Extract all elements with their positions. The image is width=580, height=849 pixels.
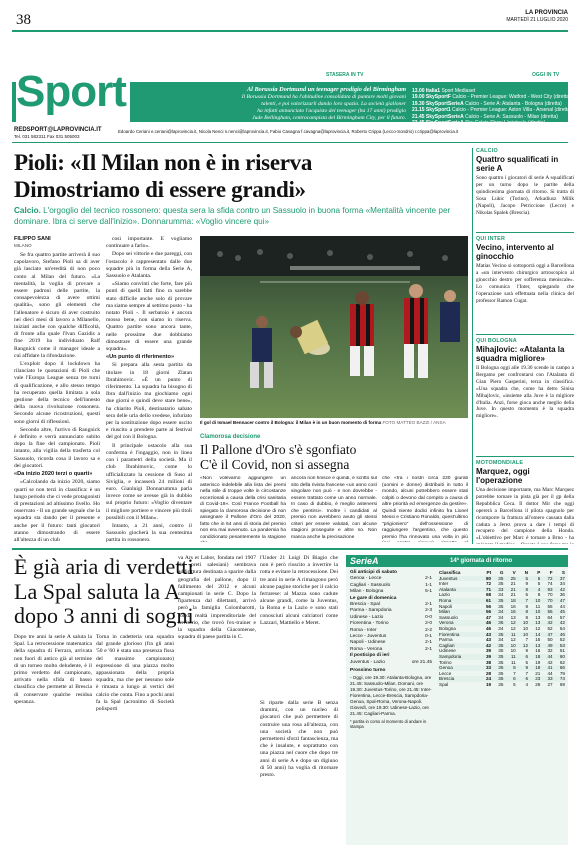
brief-inter: QUI INTER Vecino, intervento al ginocchio Matias Vecino si sottoporrà oggi a Barcellona a «un intervento chirurgico artroscopico al ginocchio destro per sofferenza meniscale». Lo comunica l'Inter, spiegando che l'operazione sarà effettuata nella clinica del professor Ramon Cugat. (476, 236, 574, 304)
stat-cell: 42 (554, 587, 566, 593)
stat-cell: 42 (480, 643, 492, 649)
table-row (438, 682, 566, 688)
stat-cell: 10 (504, 643, 516, 649)
headline-line: C'è il Covid, non si assegna (200, 457, 350, 472)
stat-cell: 8 (504, 665, 516, 671)
tv-row: 21.45 SkySportSerieA Calcio - Serie A: Sassuolo - Milan (diretta) (412, 113, 558, 120)
stat-cell: 33 (492, 587, 504, 593)
stat-cell: 35 (492, 676, 504, 682)
stat-cell: 80 (480, 576, 492, 582)
stat-cell: 39 (486, 648, 492, 654)
result-row: Roma - Verona 2-1 (350, 646, 432, 652)
stat-cell: 51 (559, 648, 565, 654)
next-fixtures: - Oggi, ore 19.30: Atalanta-Bologna, ore 21.45: Sassuolo-Milan. Domani, ore 19.30: Juventus-Torino, ore 21.45: Inter-Fiorentina, Lecce-Brescia, Sampdoria-Genoa, Spal-Roma, Verona-Napoli. Giovedì, ore 19.30: Udinese-Lazio, ore 21.45: Cagliari-Parma. (350, 674, 432, 716)
stat-cell: 12 (535, 625, 541, 631)
stat-cell: 35 (492, 576, 504, 582)
next-heading: Prossimo turno (350, 668, 386, 674)
second-kicker: Clamorosa decisione (200, 434, 261, 440)
paper-name: LA PROVINCIA (525, 10, 568, 16)
stat-cell: 5 (513, 681, 516, 687)
stat-cell: 18 (504, 598, 516, 604)
stat-cell: 5 (517, 576, 529, 582)
stat-cell: 15 (535, 637, 541, 643)
stat-cell: 5 (525, 659, 529, 665)
stat-cell: 10 (529, 598, 541, 604)
stat-cell: 35 (492, 665, 504, 671)
stat-cell: 8 (525, 603, 529, 609)
stat-cell: 64 (547, 614, 553, 620)
teaser-line: Il Borussia Dortmund ha l'abitudine consolidata di puntare molti giovani (241, 93, 406, 100)
stat-cell: 35 (498, 603, 504, 609)
team-name: Atalanta (438, 587, 480, 593)
stat-cell: 55 (547, 603, 553, 609)
team-name: Lecce (439, 670, 452, 676)
headline-line: La Spal saluta la A (14, 578, 181, 604)
tv-row: 13.00 Italia1 Sport Mediaset (412, 88, 476, 94)
result-row: Napoli - Udinese 2-1 (350, 640, 432, 646)
stat-cell: 14 (529, 632, 541, 638)
result-row: Roma - Inter 2-2 (350, 627, 432, 633)
spal-column-1: Dopo tre anni la serie A saluta la Spal. La retrocessione matematica della squadra di Ferrara, arrivata non fuori di antico già al termine di un torneo molto deludente, è il primo verdetto del campionato, arrivato nella sfida di basso classifica che permette al Brescia di conservare qualche residua speranza. (14, 634, 92, 705)
stat-cell: 5 (537, 581, 541, 587)
article-column-2: così importante. E vogliamo continuare a farlo». Dopo sei vittorie e due pareggi, con l'ostacolo è rappresentato dalle due squadre più in forma della Serie A, Sassuolo e Atalanta. «Siamo convinti che forte, fare più punti di quelli fatti fino ra sarebbe stato difficile anche solo di provare ma siamo sempre al settimo posto - ha notato Pioli -. Il serbatoio è ancora mosso bene, non siamo in riserva. Quattro partite sono ancora tante, nelle prossime due dobbiamo dimostrare di essere una grande squadra». «Un punto di riferimento» Si prepara alla sesta partita da titolare in 18 giorni Zlatan Ibrahimovic. «È un punto di riferimento. La squadra ha bisogno di Ibra dall'inizio ma giochiamo ogni due giorni e quindi deve stare bene», ha chiarito Pioli, destinatario sabato sera delle urla dello svedese, infuriato per la sostituzione dopo essere uscito e riuscito a prendere parte ai festival del gol con il Bologna. Il principale ostacolo alla sua conferma è l'ingaggio, non in linea con i parametri della società. Ma il club Ibrahimovic, come lo ufficializzato la cessione di Suso al Siviglia, e incasserà 24 milioni di euro. Gianluigi Donnarumma parla invece come se avesse già in dubbio sul proprio futuro: «Voglio diventare il migliore portiere e vincere più titoli possibili con il Milan». Intanto, a 21 anni, contro il Sassuolo giocherà la sua centesima partita in rossonero. (106, 236, 192, 542)
team-name: Roma (438, 598, 480, 604)
tv-row: 19.30 SkySportSerieA Calcio - Serie A: Atalanta - Bologna (diretta) (412, 100, 562, 107)
standings-table-wrap (438, 570, 566, 687)
stat-cell: 10 (522, 625, 529, 631)
team-name: Napoli (439, 603, 453, 609)
stat-cell: 44 (541, 654, 553, 660)
result-row: Fiorentina - Torino 2-0 (350, 621, 432, 627)
section-staff: Edoardo Ceriani e.ceriani@laprovincia.it, Nicola Nenci n.nenci@laprovincia.it, Fabio Cavagna f.cavagna@laprovincia.it, Roberto Crippa (Lecco-Sondrio) r.crippa@laprovincia.it (118, 129, 459, 134)
standings-col-header: P (537, 570, 541, 575)
stat-cell: 35 (498, 648, 504, 654)
stat-cell: 42 (541, 620, 553, 626)
tv-label-today: OGGI IN TV (532, 72, 560, 78)
stat-cell: 35 (498, 659, 504, 665)
serie-a-round: 14ª giornata di ritorno (450, 558, 513, 564)
second-column-1: «Non volevamo aggiungere un asterisco indelebile alla lista dei premi nella stile di troppe volte in circostanze eccezionali a causa della crisi sanitaria di Covid-19». Così France Football ha spiegato la clamorosa decisione di non assegnare il Pallone d'Oro del 2020, fatto che in 64 anni di storia del premio non era mai avvenuto. La pandemia ha condizionato pesantemente la stagione (200, 476, 286, 540)
main-headline (14, 149, 472, 203)
result-row: Parma - Sampdoria 2-3 (350, 608, 432, 614)
stat-cell: 44 (559, 603, 565, 609)
team-name: Brescia (438, 676, 480, 682)
brief-moto: MOTOMONDIALE Marquez, oggi l'operazione Una decisione importante, ma Marc Marquez potrebbe tornare in pista già per il gp della Repubblica Ceca. Il dottor Mir che oggi opererà a Barcellona il pilota spagnolo per ricomporre la frattura all'omero causata dalla caduta a Jerez prova a dare i tempi di recupero del campione della Honda. «L'obiettivo per Marc è tornare a Brno - ha (476, 460, 574, 542)
standings-col-header: S (561, 570, 565, 575)
stat-cell: 69 (559, 681, 565, 687)
standings-col-header: Pt (486, 570, 492, 575)
stat-cell: 72 (541, 576, 553, 582)
tv-row: 23.45 SkySportSerieA Sky Calcio Show L'originale (diretta) (412, 120, 546, 127)
stat-cell: 35 (492, 643, 504, 649)
stat-cell: 7 (525, 670, 529, 676)
section-title: Sport (16, 70, 130, 122)
result-row: Juventus - Lazio ore 21.45 (350, 659, 432, 665)
teaser-line: ha infatti annunciato l'acquisto del teenager (ha 17 anni) prodigio (257, 107, 406, 114)
stat-cell: 9 (517, 665, 529, 671)
page-number: 38 (16, 12, 31, 28)
stat-cell: 10 (510, 648, 516, 654)
stat-cell: 70 (541, 598, 553, 604)
stat-cell: 34 (498, 637, 504, 643)
issue-date: MARTEDÌ 21 LUGLIO 2020 (506, 17, 568, 23)
stat-cell: 42 (554, 620, 566, 626)
team-name: Bologna (439, 625, 456, 631)
team-name: Spal (439, 681, 449, 687)
stat-cell: 19 (486, 681, 492, 687)
match-photo (200, 236, 468, 418)
sidebar-divider (472, 148, 473, 544)
stat-cell: 37 (554, 576, 566, 582)
stat-cell: 42 (547, 659, 553, 665)
results-heading: Gli anticipi di sabato (350, 570, 397, 575)
headline-line: dopo 3 anni di sogni (14, 603, 194, 628)
stat-cell: 56 (486, 603, 492, 609)
stat-cell: 8 (525, 614, 529, 620)
article-column-1: Se fra quattro partite arriverà il suo capolavoro, Stefano Pioli sa di aver già lasciato un'eredità di non poco conto al Milan del futuro. «La mentalità, la voglia di provare a essere padroni delle partite, la consapevolezza di avere ottimi qualità», sono gli elementi che l'allenatore è sicuro di aver costruito nei dieci mesi di lavoro a Milanello, iniziati anche con qualche difficoltà, di fronte alla quale l'Ivan Gazidis a fine 2019 ha individuato Ralf Rangnick come il manager ideale a cui affidare la rifondazione. L'exploit dopo il lockdown ha rilanciato le quotazioni di Pioli che vale l'Europa League senza tre turni di qualificazione, e allo stesso tempo ha recuperato quella limitata a sola gestione della tecnico dell'innesto della nuova rivoluzione rossonera. Secondo alcune ricostruzioni, questi sono giorni di riflessioni. Secondo altre, l'arrivo di Rangnick è definito e verrà annunciato subito dopo la fine del campionato. Pioli intanto, alla vigilia della trasferta col Sassuolo, ricorda cosa il lavoro sa e dei giocatori. «Da inizio 2020 terzi o quarti» «Calcolando da inizio 2020, siamo quarti se non terzi in classifica: è un lungo periodo che ci vede protagonisti di prestazioni ad altissimo livello. Ho osservato - Il un grande segnale che la squadra sta dando per il presente e anche per il futuro: tanti giocatori stanno dimostrando di essere all'altezza di un club (14, 252, 100, 542)
stat-cell: 39 (480, 654, 492, 660)
stat-cell: 18 (529, 665, 541, 671)
stat-cell: 12 (517, 643, 529, 649)
stat-cell: 35 (492, 598, 504, 604)
stat-cell: 70 (547, 592, 553, 598)
second-column-3: che «fra i nostri circa 220 giurati (uomini e donne) distribuiti in tutto il mondo, alcuni potrebbero essere stati colpiti o devono dal compito a causa di altre priorità ed emergenze da gestire». Quindi niente dodici infinito fra Lionel Messi e Cristiano Ronaldo, quest'ultimo "prigioniero" dell'ossessione di raggiungere l'argentino, che questo premio l'ha rinnovato una volta in più (382, 476, 468, 540)
brief-rule (476, 334, 574, 335)
section-phone: Tel. 031 582311 Fax 031 505003 (14, 134, 80, 139)
tv-row: 21.15 SkySport1 Calcio - Premier League: Aston Villa - Arsenal (diretta) (412, 107, 572, 114)
stat-cell: 12 (504, 620, 516, 626)
team-name: Sassuolo (439, 614, 458, 620)
stat-cell: 16 (535, 648, 541, 654)
team-name: Inter (439, 581, 449, 587)
stat-cell: 34 (559, 581, 565, 587)
team-name: Parma (439, 637, 453, 643)
result-row: Genoa - Lecce 2-1 (350, 576, 432, 582)
standings-heading: Classifica (439, 570, 461, 575)
stat-cell: 46 (486, 625, 492, 631)
stat-cell: 16 (510, 603, 516, 609)
stat-cell: 46 (480, 620, 492, 626)
standfirst: Calcio. L'orgoglio del tecnico rossonero: questa sera la sfida contro un Sassuolo in buona forma «Mentalità vincente per dominare. Ibra ci serve dall'inizio». Donnarumma: «Voglio vincere qui» (14, 206, 451, 226)
stat-cell: 24 (480, 676, 492, 682)
headline-line: Il Pallone d'Oro s'è sgonfiato (200, 442, 357, 457)
stat-cell: 23 (529, 676, 541, 682)
result-row: Brescia - Spal 2-1 (350, 602, 432, 608)
stat-cell: 21 (510, 592, 516, 598)
stat-cell: 54 (559, 625, 565, 631)
stat-cell: 35 (498, 581, 504, 587)
stat-cell: 5 (525, 592, 529, 598)
stat-cell: 60 (554, 654, 566, 660)
stat-cell: 19 (535, 659, 541, 665)
results-heading: Le gare di domenica (350, 595, 397, 601)
spal-column-6: Si riparte dalla serie B senza drammi, con un nucleo di giocatori che può permettere di costruire una rosa all'altezza, con una società che non può permettersi sforzi fantascienza, ma che è insalute, e soprattutto con una piazza nel cuore che dopo tre anni di serie A e dopo un digiuno di 50 anni) ha voglia di ritornare presto. (260, 700, 338, 779)
stat-cell: 52 (559, 637, 565, 643)
standings-col-header: F (549, 570, 553, 575)
stat-cell: 8 (537, 592, 541, 598)
stat-cell: 93 (541, 587, 553, 593)
team-name: Verona (438, 620, 480, 626)
stat-cell: 25 (504, 576, 516, 582)
stat-cell: 35 (492, 632, 504, 638)
stat-cell: 8 (517, 609, 529, 615)
dateline: MILANO (14, 243, 32, 248)
standings-table (438, 570, 566, 687)
teaser-line: Jude Bellingham, centrocampista del Birmingham City, per il futuro. (252, 114, 406, 121)
stat-cell: 36 (559, 592, 565, 598)
stat-cell: 9 (525, 648, 529, 654)
stat-cell: 4 (529, 587, 541, 593)
stat-cell: 50 (547, 637, 553, 643)
stat-cell: 21 (510, 581, 516, 587)
stat-cell: 6 (517, 676, 529, 682)
tv-label-tonight: STASERA IN TV (326, 72, 364, 78)
stat-cell: 11 (510, 659, 516, 665)
stat-cell: 21 (504, 587, 516, 593)
stat-cell: 43 (480, 632, 492, 638)
standings-col-header: V (512, 570, 516, 575)
stat-cell: 4 (525, 681, 529, 687)
stat-cell: 11 (535, 603, 541, 609)
standings-col-header: N (524, 570, 529, 575)
second-column-2: ancora non finisce e quindi, è scritto sul sito della rivista francese «un anno così singolare non può - e non dovrebbe - essere trattato come un anno normale. In caso di dubbio, è meglio astenersi che pentirsi». Inoltre i candidati al premio non avrebbero avuto gli stessi criteri per essere valutati, con alcune stagioni proseguite e altre no. Non manca anche la precisazione (291, 476, 377, 540)
table-note: * partita in corso al momento di andare in stampa (350, 718, 427, 730)
stat-cell: 7 (513, 670, 516, 676)
stat-cell: 21 (535, 670, 541, 676)
stat-cell: 10 (517, 620, 529, 626)
brief-bologna: QUI BOLOGNA Mihajlovic: «Atalanta la squadra migliore» Il Bologna oggi alle 19.30 scende in campo a Bergamo per confrontarsi con l'Atalanta di Gian Piero Gasperini, terza in classifica. «Una squadra che, come ha detto Sinisa Mihajlovic, «insieme alla Juve è la migliore d'Italia. Anzi, forse gioca anche meglio della Juve. In questo momento è la squadra migliore». (476, 338, 574, 420)
bottom-section-rule (12, 548, 568, 550)
contacts-rule (12, 142, 568, 143)
stat-cell: 13 (510, 614, 516, 620)
stat-cell: 55 (541, 609, 553, 615)
stat-cell: 18 (529, 654, 541, 660)
football-scene-illustration (200, 236, 468, 418)
result-row: Cagliari - Sassuolo 1-1 (350, 582, 432, 588)
stat-cell: 56 (480, 609, 492, 615)
stat-cell: 66 (554, 665, 566, 671)
stat-cell: 11 (504, 654, 516, 660)
tv-listing (412, 88, 572, 127)
stat-cell: 61 (480, 598, 492, 604)
team-name: Cagliari (438, 643, 480, 649)
stat-cell: 41 (541, 665, 553, 671)
stat-cell: 38 (486, 659, 492, 665)
stat-cell: 35 (498, 681, 504, 687)
byline: FILIPPO SANI (14, 236, 51, 242)
stat-cell: 33 (480, 665, 492, 671)
stat-cell: 13 (535, 614, 541, 620)
stat-cell: 43 (486, 637, 492, 643)
team-name: Genoa (438, 665, 480, 671)
result-row: Udinese - Lazio 0-0 (350, 614, 432, 620)
stat-cell: 12 (510, 625, 516, 631)
stat-cell: 46 (554, 632, 566, 638)
stat-cell: 49 (541, 643, 553, 649)
table-row (438, 654, 566, 660)
brief-rule (476, 232, 574, 233)
spal-column-5: l'Under 21 Luigi Di Biagio che non è però riuscito a invertire la rotta e evitare la retrocessione. Dei tre anni in serie A rimangono però alcune pagine storiche per il calcio ferrarese: al Mazza sono cadute alcune grandi, come la Juventus, la Roma e la Lazio e sono stati conosciuti alcuni calciatori come Lazzari, Mattiello e Meret. (260, 555, 338, 626)
spal-column-2: Torna in cadetteria una squadra dal grande glorioso (fra gli anni '50 e '60 è stata una presenza fissa del massimo campionato) espressione di una piazza molto appassionata della propria squadra, ma che per nessuno sole è rimasta a lungo ai vertici del calcio che conta. Fino a pochi anni fa la Spal (acronimo di Società polisporti (96, 634, 174, 713)
teaser-line: talenti, e poi valorizzarli dando loro spazio. La società gialloner (261, 100, 406, 107)
photo-caption: Il gol di Ismael Bennacer contro il Bologna: il Milan è in un buon momento di forma FOTO MATTEO BAZZI / ANSA (200, 420, 446, 425)
stat-cell: 33 (541, 676, 553, 682)
standings-col-header: G (499, 570, 504, 575)
team-name: Sampdoria (438, 654, 480, 660)
team-name: Fiorentina (438, 632, 480, 638)
stat-cell: 35 (492, 620, 504, 626)
stat-cell: 74 (547, 581, 553, 587)
stat-cell: 72 (486, 581, 492, 587)
header-rule (12, 30, 568, 32)
stat-cell: 11 (504, 632, 516, 638)
headline-line: È già aria di verdetti (14, 554, 194, 579)
stat-cell: 35 (492, 654, 504, 660)
stat-cell: 34 (498, 614, 504, 620)
stat-cell: 7 (525, 637, 529, 643)
stat-cell: 53 (554, 643, 566, 649)
brief-calcio: CALCIO Quattro squalificati in serie A Sono quattro i giocatori di serie A squalificati per un turno dopo le partite della quindicesima giornata di ritorno. Si tratta di Sosa Lukic (Torino), Arkadiusz Milik (Napoli), Jacopo Petriccione (Lecce) e Nikolas Spalek (Brescia). (476, 148, 574, 216)
stat-cell: 74 (554, 676, 566, 682)
stat-cell: 44 (547, 670, 553, 676)
stat-cell: 12 (510, 637, 516, 643)
teaser-box (180, 86, 406, 122)
stat-cell: 27 (547, 681, 553, 687)
result-row: Milan - Bologna 5-1 (350, 589, 432, 595)
headline-line: Dimostriamo di essere grandi» (14, 177, 306, 202)
brief-rule (476, 456, 574, 457)
stat-cell: 8 (517, 587, 529, 593)
stat-cell: 9 (525, 581, 529, 587)
tv-row: 19.00 SkySportF Calcio - Premier League: Watford - West City (diretta) (412, 94, 571, 101)
stat-cell: 6 (504, 676, 516, 682)
stat-cell: 32 (547, 648, 553, 654)
stat-cell: 26 (535, 681, 541, 687)
stat-cell: 57 (559, 614, 565, 620)
stat-cell: 34 (492, 609, 504, 615)
stat-cell: 6 (517, 654, 529, 660)
team-name: Udinese (439, 648, 456, 654)
result-row: Lecce - Juventus 0-1 (350, 634, 432, 640)
team-name: Torino (439, 659, 452, 665)
stat-cell: 10 (529, 609, 541, 615)
stat-cell: 79 (559, 670, 565, 676)
stat-cell: 7 (517, 598, 529, 604)
stat-cell: 45 (554, 609, 566, 615)
stat-cell: 68 (486, 592, 492, 598)
team-name: Juventus (438, 576, 480, 582)
stat-cell: 10 (517, 632, 529, 638)
stat-cell: 47 (554, 598, 566, 604)
stat-cell: 47 (486, 614, 492, 620)
headline-line: Pioli: «Il Milan non è in riserva (14, 150, 313, 175)
stat-cell: 28 (486, 670, 492, 676)
stat-cell: 13 (529, 643, 541, 649)
stat-cell: 34 (498, 625, 504, 631)
stat-cell: 13 (529, 620, 541, 626)
teaser-line: Al Borussia Dortmund un teenager prodigio del Birmingham (246, 86, 406, 93)
stat-cell: 71 (480, 587, 492, 593)
second-headline (200, 442, 468, 472)
team-name: Lazio (439, 592, 450, 598)
team-name: Milan (438, 609, 480, 615)
kicker: Calcio. (14, 206, 41, 215)
stat-cell: 62 (559, 659, 565, 665)
results-heading: Il posticipo di ieri (350, 653, 390, 659)
spal-column-3: va Ars et Labor, fondata nel 1907 dai preti salesiani) sembrava addirittura destinata a sparire dalla geografia del pallone, dopo il fallimento del 2012 e alcuni campionati in serie C. Dopo la ripartenza dal dilettanti, arrivò però la famiglia Colombarotti, solida realtà imprenditoriale del territorio, che trovò l'ex-trainer e la squadra della Giacomense, squadra di paese partita in C. (178, 555, 256, 641)
stat-cell: 34 (498, 592, 504, 598)
stat-cell: 35 (498, 670, 504, 676)
serie-a-results (350, 570, 432, 730)
stat-cell: 16 (504, 609, 516, 615)
stat-cell: 52 (547, 625, 553, 631)
serie-a-title: SerieA (350, 556, 379, 566)
section-email[interactable]: REDSPORT@LAPROVINCIA.IT (14, 127, 102, 133)
stat-cell: 5 (529, 576, 541, 582)
stat-cell: 47 (541, 632, 553, 638)
